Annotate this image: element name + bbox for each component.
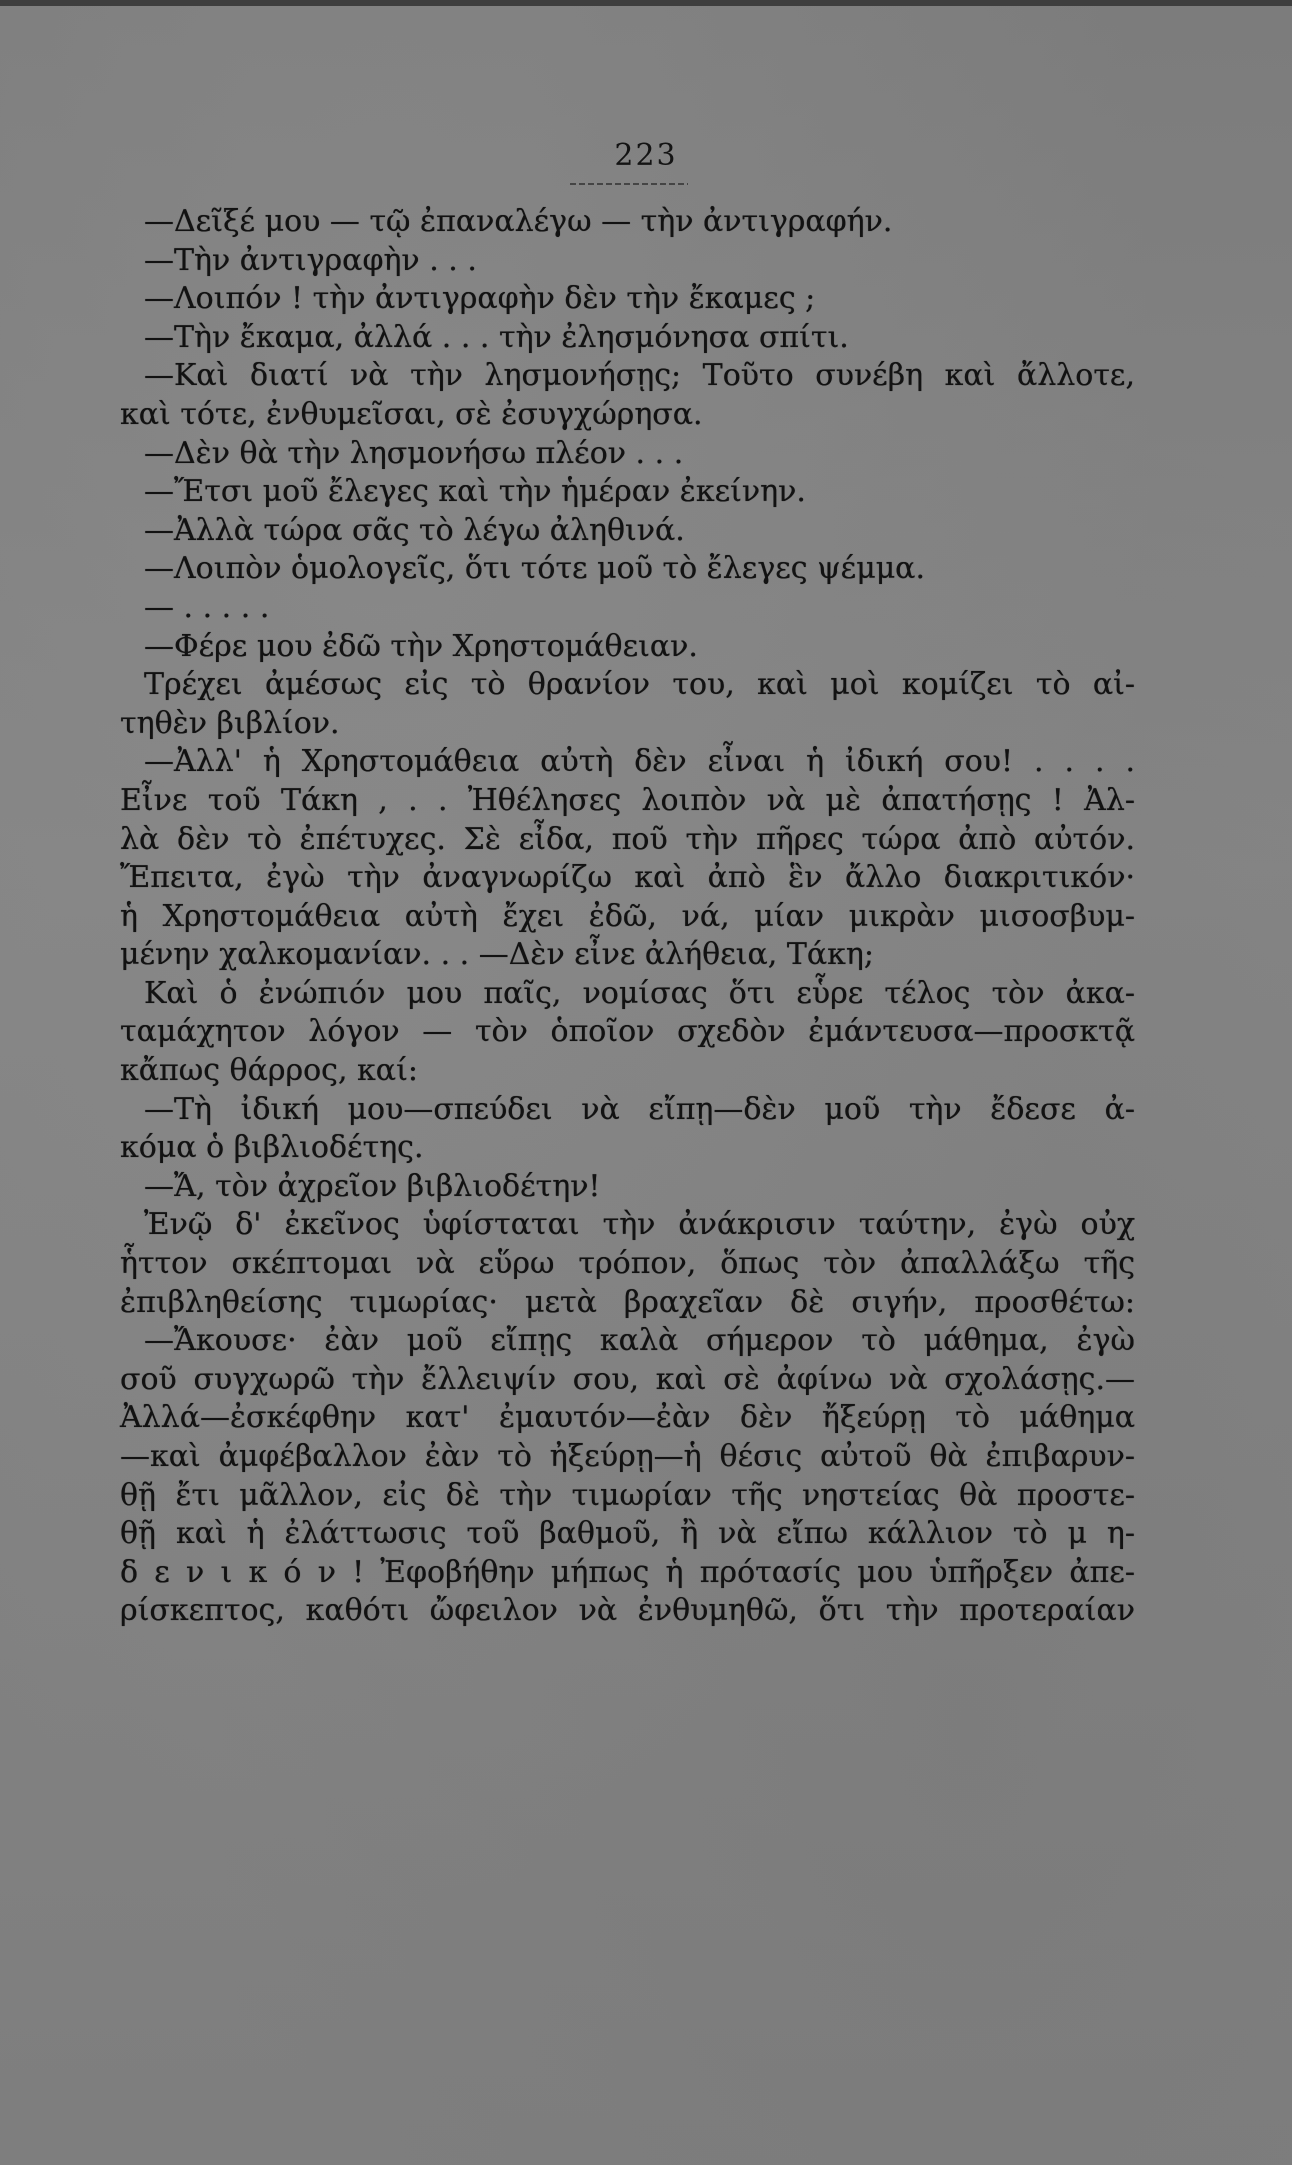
text-line: —Τὴν ἔκαμα, ἀλλά . . . τὴν ἐλησμόνησα σπίτι.: [144, 319, 849, 355]
text-line: —Λοιπόν ! τὴν ἀντιγραφὴν δὲν τὴν ἔκαμες ;: [144, 281, 816, 317]
text-line: Εἶνε τοῦ Τάκη , . . Ἠθέλησες λοιπὸν νὰ μὲ ἀπατήσῃς ! Ἀλ-: [120, 782, 1135, 818]
text-line: σοῦ συγχωρῶ τὴν ἔλλειψίν σου, καὶ σὲ ἀφίνω νὰ σχολάσῃς.—: [120, 1361, 1135, 1397]
text-line: —καὶ ἀμφέβαλλον ἐὰν τὸ ἠξεύρῃ—ἡ θέσις αὐτοῦ θὰ ἐπιβαρυν-: [120, 1439, 1135, 1474]
text-line: —Ἀλλὰ τώρα σᾶς τὸ λέγω ἀληθινά.: [144, 512, 685, 548]
page-top-edge: [0, 0, 1292, 6]
text-line: κἄπως θάρρος, καί:: [120, 1053, 418, 1089]
text-line: λὰ δὲν τὸ ἐπέτυχες. Σὲ εἶδα, ποῦ τὴν πῆρες τώρα ἀπὸ αὐτόν.: [120, 821, 1135, 857]
text-line: ρίσκεπτος, καθότι ὤφειλον νὰ ἐνθυμηθῶ, ὅτι τὴν προτεραίαν: [120, 1593, 1135, 1629]
text-line: —Ἔτσι μοῦ ἔλεγες καὶ τὴν ἡμέραν ἐκείνην.: [144, 474, 806, 510]
text-line: —Τὴν ἀντιγραφὴν . . .: [144, 242, 477, 278]
text-line: —Ἄκουσε· ἐὰν μοῦ εἴπῃς καλὰ σήμερον τὸ μάθημα, ἐγὼ: [144, 1323, 1135, 1359]
text-line: ἐπιβληθείσης τιμωρίας· μετὰ βραχεῖαν δὲ σιγήν, προσθέτω:: [120, 1284, 1135, 1320]
text-line: —Λοιπὸν ὁμολογεῖς, ὅτι τότε μοῦ τὸ ἔλεγες ψέμμα.: [144, 551, 925, 587]
text-line: μένην χαλκομανίαν. . . —Δὲν εἶνε ἀλήθεια, Τάκη;: [120, 937, 874, 973]
text-line: δ ε ν ι κ ό ν ! Ἐφοβήθην μήπως ἡ πρότασίς μου ὑπῆρξεν ἀπε-: [120, 1554, 1135, 1590]
text-line: ἡ Χρηστομάθεια αὐτὴ ἔχει ἐδῶ, νά, μίαν μικρὰν μισοσβυμ-: [120, 898, 1135, 934]
text-line: κόμα ὁ βιβλιοδέτης.: [120, 1130, 424, 1166]
text-line: —Δεῖξέ μου — τῷ ἐπαναλέγω — τὴν ἀντιγραφήν.: [144, 204, 893, 239]
text-line: —Καὶ διατί νὰ τὴν λησμονήσῃς; Τοῦτο συνέβη καὶ ἄλλοτε,: [144, 358, 1135, 394]
text-line: —Ἀλλ' ἡ Χρηστομάθεια αὐτὴ δὲν εἶναι ἡ ἰδική σου! . . . .: [144, 744, 1135, 780]
text-line: —Τὴ ἰδική μου—σπεύδει νὰ εἴπῃ—δὲν μοῦ τὴν ἔδεσε ἀ-: [144, 1091, 1135, 1127]
text-line: —Φέρε μου ἐδῶ τὴν Χρηστομάθειαν.: [144, 628, 698, 664]
page-number-rule: [570, 183, 688, 185]
body-text: [120, 203, 1135, 1631]
text-line: — . . . . .: [144, 589, 270, 625]
page-number: 223: [614, 138, 678, 173]
text-line: τηθὲν βιβλίον.: [120, 705, 340, 741]
text-line: θῇ ἔτι μᾶλλον, εἰς δὲ τὴν τιμωρίαν τῆς νηστείας θὰ προστε-: [120, 1477, 1135, 1513]
text-line: —Δὲν θὰ τὴν λησμονήσω πλέον . . .: [144, 435, 684, 471]
text-line: καὶ τότε, ἐνθυμεῖσαι, σὲ ἐσυγχώρησα.: [120, 396, 703, 432]
text-line: —Ἄ, τὸν ἀχρεῖον βιβλιοδέτην!: [144, 1168, 601, 1204]
text-line: Ἀλλά—ἐσκέφθην κατ' ἐμαυτόν—ἐὰν δὲν ἤξεύρῃ τὸ μάθημα: [120, 1400, 1135, 1436]
text-line: ἧττον σκέπτομαι νὰ εὕρω τρόπον, ὅπως τὸν ἀπαλλάξω τῆς: [120, 1246, 1135, 1282]
text-line: Καὶ ὁ ἐνώπιόν μου παῖς, νομίσας ὅτι εὗρε τέλος τὸν ἀκα-: [144, 975, 1135, 1011]
text-line: Ἔπειτα, ἐγὼ τὴν ἀναγνωρίζω καὶ ἀπὸ ἓν ἄλλο διακριτικόν·: [120, 860, 1135, 896]
text-line: θῇ καὶ ἡ ἐλάττωσις τοῦ βαθμοῦ, ἢ νὰ εἴπω κάλλιον τὸ μ η-: [120, 1516, 1135, 1552]
text-line: ταμάχητον λόγον — τὸν ὁποῖον σχεδὸν ἐμάντευσα—προσκτᾷ: [120, 1014, 1135, 1050]
text-line: Ἐνῷ δ' ἐκεῖνος ὑφίσταται τὴν ἀνάκρισιν ταύτην, ἐγὼ οὐχ: [144, 1207, 1135, 1243]
text-line: Τρέχει ἀμέσως εἰς τὸ θρανίον του, καὶ μοὶ κομίζει τὸ αἰ-: [144, 667, 1135, 703]
